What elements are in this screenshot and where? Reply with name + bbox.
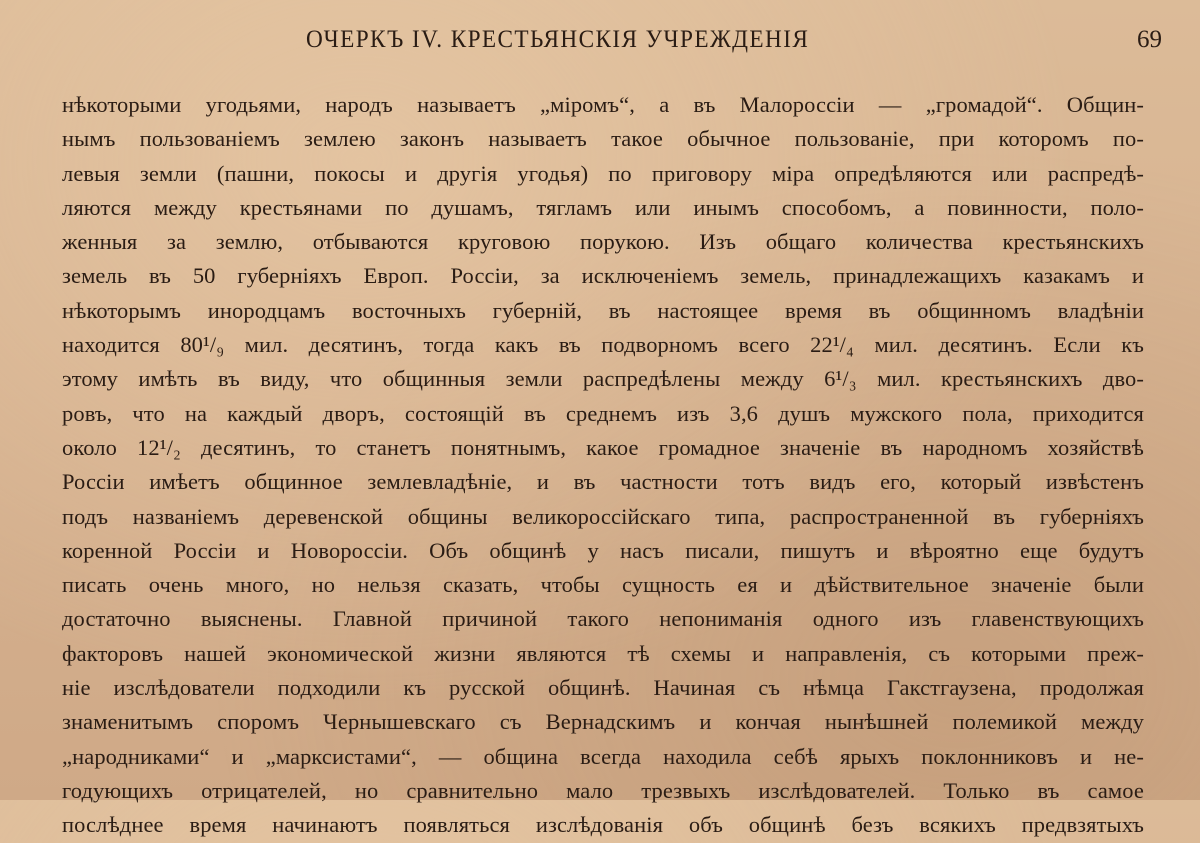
text-line: достаточно выяснены. Главной причиной такого непониманія одного изъ главенствующихъ bbox=[62, 606, 1144, 632]
text-line: ляются между крестьянами по душамъ, тягламъ или инымъ способомъ, а повинности, поло- bbox=[62, 194, 1144, 220]
text-line: годующихъ отрицателей, но сравнительно мало трезвыхъ изслѣдователей. Только въ самое bbox=[62, 777, 1144, 803]
text-line: факторовъ нашей экономической жизни являются тѣ схемы и направленія, съ которыми преж- bbox=[62, 640, 1144, 666]
text-line: послѣднее время начинаютъ появляться изслѣдованія объ общинѣ безъ всякихъ предвзятыхъ bbox=[62, 812, 1144, 838]
text-line: знаменитымъ споромъ Чернышевскаго съ Вернадскимъ и кончая нынѣшней полемикой между bbox=[62, 709, 1144, 735]
text-line: земель въ 50 губерніяхъ Европ. Россіи, за исключеніемъ земель, принадлежащихъ казакамъ и bbox=[62, 263, 1144, 289]
running-head bbox=[0, 22, 1200, 62]
running-title: ОЧЕРКЪ IV. КРЕСТЬЯНСКІЯ УЧРЕЖДЕНІЯ bbox=[306, 26, 810, 53]
text-line: коренной Россіи и Новороссіи. Объ общинѣ у насъ писали, пишутъ и вѣроятно еще будутъ bbox=[62, 537, 1144, 563]
text-line: около 12¹/₂ десятинъ, то станетъ понятнымъ, какое громадное значеніе въ народномъ хозяйствѣ bbox=[62, 434, 1144, 460]
text-line: левыя земли (пашни, покосы и другія угодья) по приговору міра опредѣляются или распредѣ- bbox=[62, 160, 1144, 186]
text-line: нѣкоторыми угодьями, народъ называетъ „міромъ“, а въ Малороссіи — „громадой“. Общин- bbox=[62, 92, 1144, 117]
text-line: ніе изслѣдователи подходили къ русской общинѣ. Начиная съ нѣмца Гакстгаузена, продолжая bbox=[62, 675, 1144, 701]
text-line: писать очень много, но нельзя сказать, чтобы сущность ея и дѣйствительное значеніе были bbox=[62, 572, 1144, 598]
text-line: ровъ, что на каждый дворъ, состоящій въ среднемъ изъ 3,6 душъ мужского пола, приходится bbox=[62, 400, 1144, 426]
text-line: подъ названіемъ деревенской общины великороссійскаго типа, распространенной въ губерніяхъ bbox=[62, 503, 1144, 529]
text-line: „народниками“ и „марксистами“, — община всегда находила себѣ ярыхъ поклонниковъ и не- bbox=[62, 743, 1144, 769]
text-line: находится 80¹/₉ мил. десятинъ, тогда какъ въ подворномъ всего 22¹/₄ мил. десятинъ. Если къ bbox=[62, 332, 1144, 358]
text-line: Россіи имѣетъ общинное землевладѣніе, и въ частности тотъ видъ его, который извѣстенъ bbox=[62, 469, 1144, 495]
text-line: этому имѣть въ виду, что общинныя земли распредѣлены между 6¹/₃ мил. крестьянскихъ дво- bbox=[62, 366, 1144, 392]
page-number: 69 bbox=[1137, 26, 1162, 53]
text-line: нымъ пользованіемъ землею законъ называетъ такое обычное пользованіе, при которомъ по- bbox=[62, 126, 1144, 152]
body-text bbox=[62, 88, 1144, 843]
text-line: нѣкоторымъ инородцамъ восточныхъ губерній, въ настоящее время въ общинномъ владѣніи bbox=[62, 297, 1144, 323]
text-line: женныя за землю, отбываются круговою порукою. Изъ общаго количества крестьянскихъ bbox=[62, 229, 1144, 255]
